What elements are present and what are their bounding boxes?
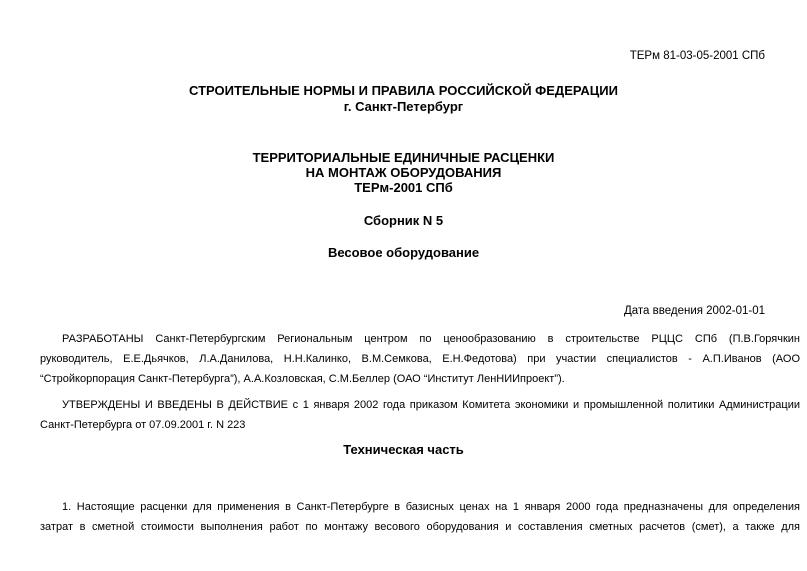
approved-label: УТВЕРЖДЕНЫ И ВВЕДЕНЫ В ДЕЙСТВИЕ xyxy=(62,399,288,411)
developed-by-paragraph xyxy=(40,329,800,389)
developed-by-line-1 xyxy=(40,329,800,349)
title-line-2: НА МОНТАЖ ОБОРУДОВАНИЯ xyxy=(305,165,502,180)
section-title: Техническая часть xyxy=(343,442,464,457)
paragraph-1-line-1: 1. Настоящие расценки для применения в Санкт-Петербурге в базисных ценах на 1 января 2000 года предназначены для определения xyxy=(62,501,800,513)
developed-by-line-2: руководитель, Е.Е.Дьячков, Л.А.Данилова, Н.Н.Калинко, В.М.Семкова, Е.Н.Федотова) при участии специалистов - А.П.Иванов (АОО xyxy=(40,353,800,365)
approved-line-1 xyxy=(40,395,800,415)
developed-by-text-1: Санкт-Петербургским Региональным центром по ценообразованию в строительстве РЦЦС СПб (П.В.Горячкин xyxy=(155,333,800,345)
subject-title: Весовое оборудование xyxy=(327,245,480,260)
approved-text-1: с 1 января 2002 года приказом Комитета экономики и промышленной политики Администрации xyxy=(292,399,800,411)
paragraph-1 xyxy=(40,497,800,537)
document-code: ТЕРм 81-03-05-2001 СПб xyxy=(629,50,765,62)
title-line-1: ТЕРРИТОРИАЛЬНЫЕ ЕДИНИЧНЫЕ РАСЦЕНКИ xyxy=(252,150,555,165)
header-line-2: г. Санкт-Петербург xyxy=(343,99,464,114)
header-line-1: СТРОИТЕЛЬНЫЕ НОРМЫ И ПРАВИЛА РОССИЙСКОЙ ФЕДЕРАЦИИ xyxy=(189,83,618,98)
collection-title: Сборник N 5 xyxy=(363,213,444,228)
effective-date: Дата введения 2002-01-01 xyxy=(623,305,765,317)
approved-paragraph xyxy=(40,395,800,435)
paragraph-1-line-2: затрат в сметной стоимости выполнения работ по монтажу весового оборудования и составления сметных расчетов (смет), а также для xyxy=(40,521,800,533)
developed-by-label: РАЗРАБОТАНЫ xyxy=(62,333,144,345)
developed-by-line-3: “Стройкорпорация Санкт-Петербурга”), А.А.Козловская, С.М.Беллер (ОАО “Институт ЛенНИИпроект”). xyxy=(40,373,565,385)
title-line-3: ТЕРм-2001 СПб xyxy=(354,180,453,195)
approved-line-2: Санкт-Петербурга от 07.09.2001 г. N 223 xyxy=(40,419,246,431)
